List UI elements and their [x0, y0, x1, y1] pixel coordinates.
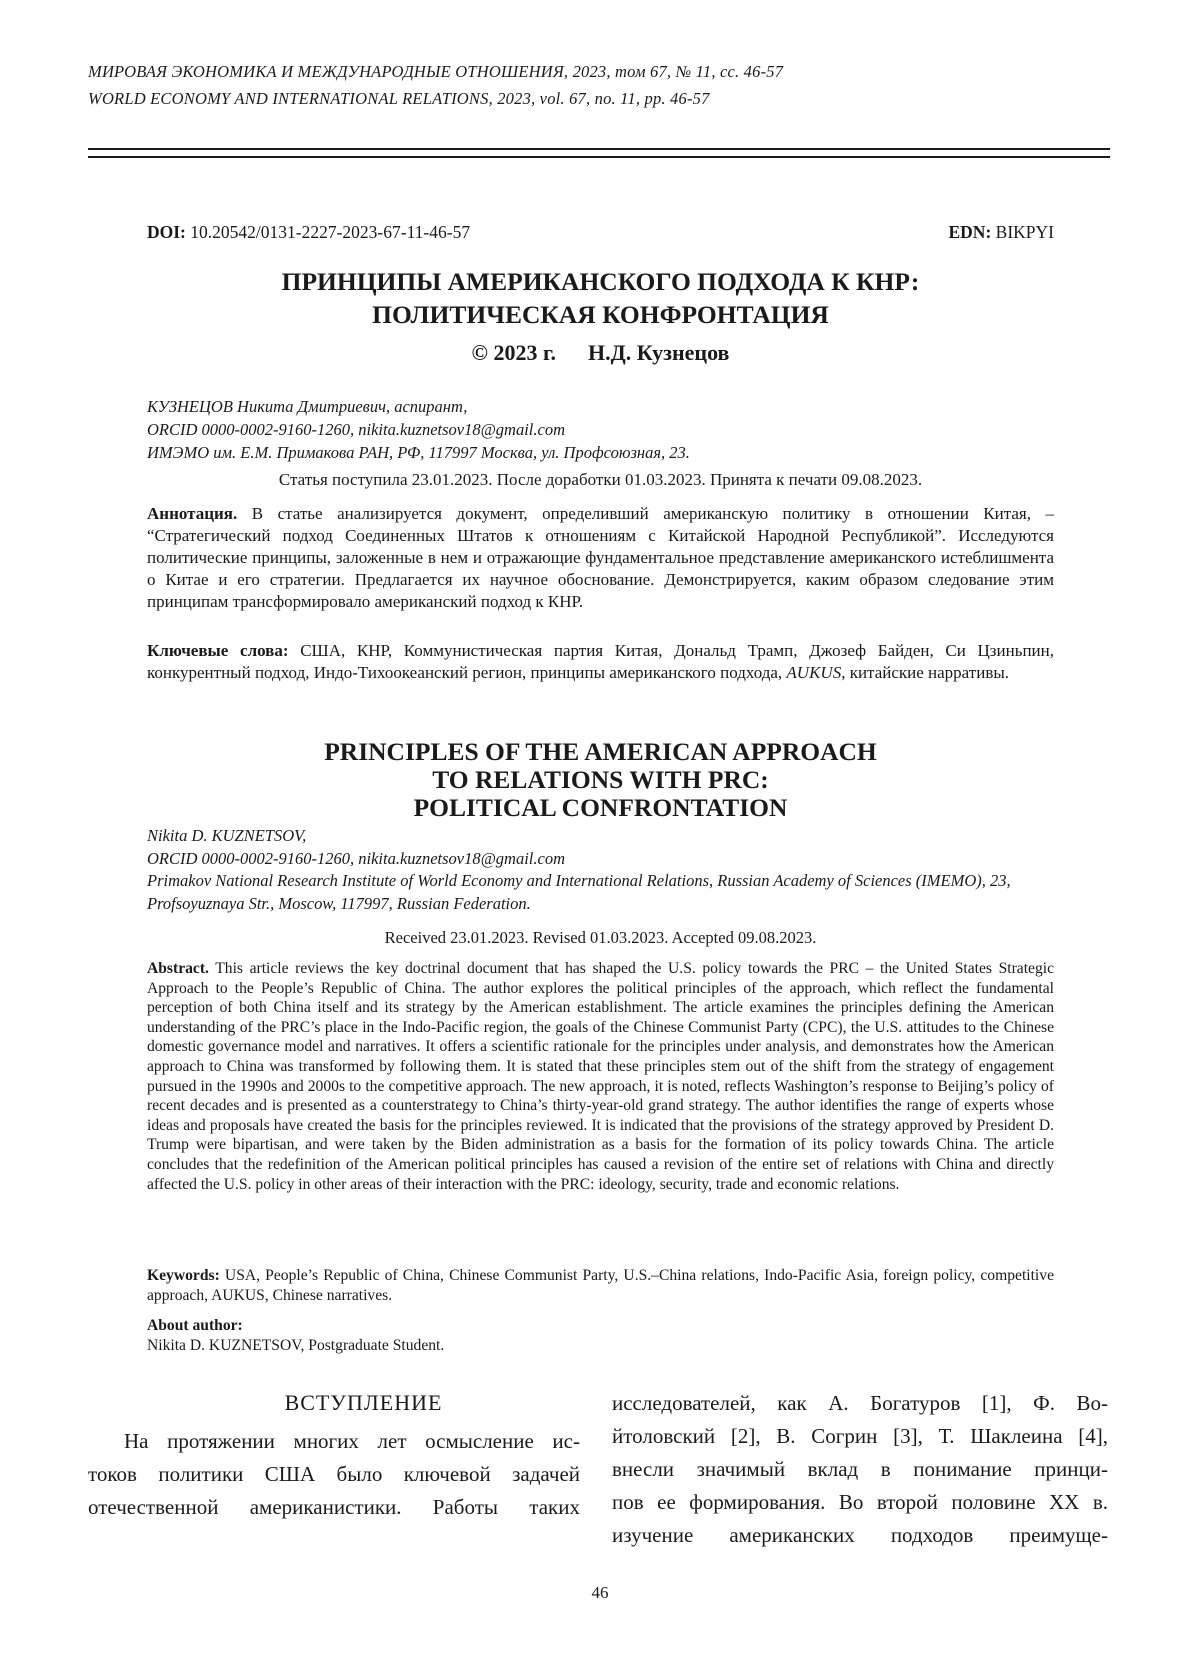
- intro-column-left: [88, 1425, 580, 1524]
- intro-right-line: внесли значимый вклад в понимание принци-: [612, 1457, 1108, 1481]
- intro-left-line: На протяжении многих лет осмысление ис-: [124, 1429, 580, 1453]
- keywords-ru-text-end: , китайские нарративы.: [841, 663, 1010, 682]
- keywords-ru-text: США, КНР, Коммунистическая партия Китая, Дональд Трамп, Джозеф Байден, Си Цзиньпин, конкурентный подход, Индо-Тихоокеанский регион, принципы американского подхода,: [147, 641, 1054, 682]
- author-en-orcid[interactable]: ORCID 0000-0002-9160-1260, nikita.kuznetsov18@gmail.com: [147, 848, 565, 868]
- about-author-label: About author:: [147, 1317, 243, 1334]
- title-en-line-3: POLITICAL CONFRONTATION: [413, 793, 788, 822]
- author-ru-name: КУЗНЕЦОВ Никита Дмитриевич, аспирант,: [147, 397, 468, 416]
- author-info-ru: [147, 395, 1054, 464]
- author-en-affiliation: Primakov National Research Institute of World Economy and International Relations, Russian Academy of Sciences (IMEMO), 23, Profsoyuznaya Str., Moscow, 117997, Russian Federation.: [147, 871, 1011, 913]
- author-ru-affiliation: ИМЭМО им. Е.М. Примакова РАН, РФ, 117997 Москва, ул. Профсоюзная, 23.: [147, 443, 690, 462]
- dates-ru: Статья поступила 23.01.2023. После доработки 01.03.2023. Принята к печати 09.08.2023.: [278, 470, 923, 489]
- journal-header-en: WORLD ECONOMY AND INTERNATIONAL RELATIONS, 2023, vol. 67, no. 11, pp. 46-57: [88, 89, 710, 108]
- intro-right-line: исследователей, как А. Богатуров [1], Ф. Во-: [612, 1391, 1108, 1415]
- title-en-line-1: PRINCIPLES OF THE AMERICAN APPROACH: [324, 737, 877, 766]
- doi[interactable]: [147, 222, 470, 243]
- header-rule-top: [88, 148, 1110, 150]
- doi-label: DOI:: [147, 222, 186, 242]
- journal-header-ru: МИРОВАЯ ЭКОНОМИКА И МЕЖДУНАРОДНЫЕ ОТНОШЕНИЯ, 2023, том 67, № 11, сс. 46-57: [88, 62, 784, 81]
- author-ru-orcid[interactable]: ORCID 0000-0002-9160-1260, nikita.kuznetsov18@gmail.com: [147, 420, 565, 439]
- dates-en: Received 23.01.2023. Revised 01.03.2023. Accepted 09.08.2023.: [384, 928, 817, 947]
- copyright-line: [147, 340, 1054, 366]
- abstract-en-label: Abstract.: [147, 960, 209, 977]
- keywords-en-label: Keywords:: [147, 1267, 220, 1284]
- abstract-ru: [147, 503, 1054, 613]
- abstract-en: [147, 959, 1054, 1194]
- edn: [949, 222, 1055, 243]
- keywords-ru-label: Ключевые слова:: [147, 641, 289, 660]
- doi-value: 10.20542/0131-2227-2023-67-11-46-57: [185, 222, 471, 242]
- about-author-text: Nikita D. KUZNETSOV, Postgraduate Student.: [147, 1337, 445, 1354]
- article-title-en: [147, 738, 1054, 822]
- title-ru-line-1: ПРИНЦИПЫ АМЕРИКАНСКОГО ПОДХОДА К КНР:: [281, 267, 920, 296]
- keywords-ru: [147, 640, 1054, 684]
- identifiers-line: [147, 222, 1054, 243]
- author-en-name: Nikita D. KUZNETSOV,: [147, 826, 307, 845]
- title-en-line-2: TO RELATIONS WITH PRC:: [432, 765, 769, 794]
- section-heading-intro: ВСТУПЛЕНИЕ: [284, 1390, 443, 1415]
- intro-left-line: токов политики США было ключевой задачей: [88, 1462, 580, 1486]
- keywords-en-text: USA, People’s Republic of China, Chinese Communist Party, U.S.–China relations, Indo-Pacific Asia, foreign policy, competitive approach, AUKUS, Chinese narratives.: [147, 1267, 1054, 1304]
- abstract-en-text: This article reviews the key doctrinal document that has shaped the U.S. policy towards the PRC – the United States Strategic Approach to the People’s Republic of China. The author explores the political principles of the approach, which reflect the fundamental perception of both China itself and its strategy by the American establishment. The article examines the principles defining the American understanding of the PRC’s place in the Indo-Pacific region, the goals of the Chinese Communist Party (CPC), the U.S. attitudes to the Chinese domestic governance model and narratives. It offers a scientific rationale for the principles under analysis, and demonstrates how the American approach to China was transformed by following them. It is stated that these principles stem out of the shift from the strategy of engagement pursued in the 1990s and 2000s to the competitive approach. The new approach, it is noted, reflects Washington’s response to Beijing’s policy of recent decades and is presented as a counterstrategy to China’s thirty-year-old grand strategy. The author identifies the range of experts whose ideas and proposals have created the basis for the principles reviewed. It is indicated that the provisions of the strategy approved by President D. Trump were bipartisan, and were taken by the Biden administration as a basis for the formation of its policy towards China. The article concludes that the redefinition of the American political principles has caused a revision of the entire set of relations with China and directly affected the U.S. policy in other areas of their interaction with the PRC: ideology, security, trade and economic relations.: [147, 960, 1054, 1193]
- keywords-en: [147, 1266, 1054, 1305]
- edn-value: BIKPYI: [991, 222, 1054, 242]
- title-ru-line-2: ПОЛИТИЧЕСКАЯ КОНФРОНТАЦИЯ: [372, 300, 829, 329]
- header-rule-bottom: [88, 156, 1110, 158]
- author-info-en: [147, 825, 1054, 915]
- journal-header: [88, 58, 1108, 112]
- intro-right-line: пов ее формирования. Во второй половине XX в.: [612, 1490, 1108, 1514]
- intro-right-line: йтоловский [2], В. Согрин [3], Т. Шаклеина [4],: [612, 1424, 1108, 1448]
- copyright-year: © 2023 г.: [471, 340, 556, 365]
- intro-column-right: [612, 1387, 1108, 1552]
- intro-left-line: отечественной американистики. Работы таких: [88, 1495, 580, 1519]
- keywords-ru-aukus: AUKUS: [786, 663, 842, 682]
- article-title-ru: [147, 265, 1054, 331]
- edn-label: EDN:: [948, 222, 992, 242]
- about-author: [147, 1316, 1054, 1356]
- abstract-ru-text: В статье анализируется документ, определивший американскую политику в отношении Китая, – “Стратегический подход Соединенных Штатов к отношениям с Китайской Народной Республикой”. Исследуются политические принципы, заложенные в нем и отражающие фундаментальное представление американского истеблишмента о Китае и его стратегии. Предлагается их научное обоснование. Демонстрируется, каким образом следование этим принципам трансформировало американский подход к КНР.: [147, 504, 1054, 611]
- author-short-name: Н.Д. Кузнецов: [588, 340, 730, 365]
- intro-right-line: изучение американских подходов преимуще-: [612, 1523, 1108, 1547]
- page-number: 46: [591, 1583, 609, 1602]
- abstract-ru-label: Аннотация.: [147, 504, 238, 523]
